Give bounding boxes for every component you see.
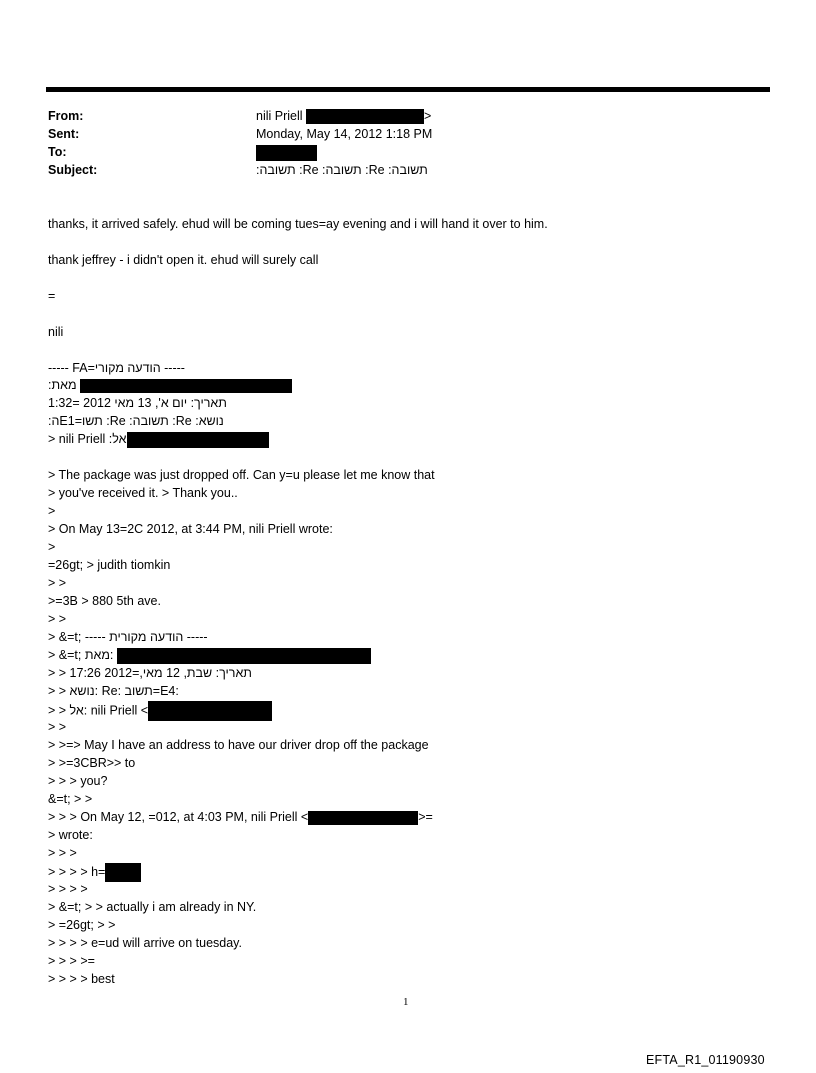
- body-line: =: [48, 289, 56, 303]
- sent-value: Monday, May 14, 2012 1:18 PM: [256, 127, 433, 141]
- quoted-line: [48, 665, 252, 681]
- subject-label: Subject:: [48, 163, 98, 177]
- quoted-line: > > > > best: [48, 972, 115, 986]
- quoted-line: > >=3CBR>> to: [48, 756, 136, 770]
- quoted-line-text: > > אל: nili Priell <: [48, 703, 149, 718]
- quoted-line-text: > > נושא: Re: תשוב=E4:: [48, 684, 179, 698]
- quoted-date: [48, 395, 227, 411]
- quoted-line: > >: [48, 612, 67, 626]
- quoted-line: [48, 683, 179, 699]
- quoted-line: >=3B > 880 5th ave.: [48, 594, 161, 608]
- signature: nili: [48, 325, 64, 339]
- quoted-line: > > > >: [48, 882, 88, 896]
- quoted-line: > >=> May I have an address to have our driver drop off the package: [48, 738, 429, 752]
- quoted-line-text: > &=t; מאת:: [48, 648, 114, 662]
- from-suffix: >: [424, 109, 432, 123]
- redaction-box: [256, 145, 317, 161]
- quoted-date-text: תאריך: יום א', 13 מאי 2012 =1:32: [48, 396, 227, 410]
- quoted-line: > =26gt; > >: [48, 918, 116, 932]
- quoted-line: [48, 863, 141, 882]
- quoted-line: &=t; > >: [48, 792, 93, 806]
- quoted-line: [48, 809, 433, 825]
- quoted-line: =26gt; > judith tiomkin: [48, 558, 171, 572]
- quoted-header-text: ----- הודעה מקורי=FA -----: [48, 361, 185, 375]
- quoted-from: [48, 377, 292, 393]
- from-value: [256, 108, 431, 124]
- quoted-subject: [48, 413, 224, 429]
- redaction-box: [306, 109, 424, 124]
- quoted-to: [48, 431, 269, 448]
- quoted-line: [48, 629, 208, 645]
- quoted-line: > you've received it. > Thank you..: [48, 486, 238, 500]
- quoted-line: > >: [48, 720, 67, 734]
- document-id: EFTA_R1_01190930: [646, 1053, 765, 1067]
- quoted-line: > The package was just dropped off. Can y=u please let me know that: [48, 468, 435, 482]
- quoted-line: >: [48, 504, 56, 518]
- quoted-line: > > > >=: [48, 954, 95, 968]
- quoted-header: [48, 360, 185, 376]
- redaction-box: [127, 432, 269, 448]
- redaction-box: [308, 811, 418, 825]
- quoted-line: > wrote:: [48, 828, 93, 842]
- quoted-to-text: אל: nili Priell <: [48, 432, 127, 446]
- quoted-line: > On May 13=2C 2012, at 3:44 PM, nili Priell wrote:: [48, 522, 333, 536]
- from-label: From:: [48, 109, 84, 123]
- quoted-line-text: > > תאריך: שבת, 12 מאי,=2012 17:26: [48, 666, 252, 680]
- sent-label: Sent:: [48, 127, 80, 141]
- quoted-line-text: > > > On May 12, =012, at 4:03 PM, nili Priell <: [48, 810, 309, 824]
- quoted-line: [48, 701, 272, 721]
- from-name: nili Priell: [256, 109, 303, 123]
- to-label: To:: [48, 145, 67, 159]
- quoted-subject-text: נושא: Re: תשובה: Re: תשו=E1ה:: [48, 414, 224, 428]
- redaction-box: [148, 701, 272, 721]
- redaction-box: [105, 863, 141, 882]
- quoted-line: > > > you?: [48, 774, 108, 788]
- subject-value: תשובה: Re: תשובה: Re: תשובה:: [256, 163, 428, 177]
- to-value: [256, 144, 317, 161]
- quoted-line: > > > > e=ud will arrive on tuesday.: [48, 936, 242, 950]
- redaction-box: [117, 648, 371, 664]
- body-line: thank jeffrey - i didn't open it. ehud will surely call: [48, 253, 319, 267]
- quoted-line: > &=t; > > actually i am already in NY.: [48, 900, 257, 914]
- top-rule: [46, 87, 770, 92]
- body-line: thanks, it arrived safely. ehud will be coming tues=ay evening and i will hand it over to him.: [48, 217, 548, 231]
- quoted-line: [48, 647, 371, 664]
- quoted-line-suffix: >=: [418, 810, 433, 824]
- quoted-line: > > >: [48, 846, 77, 860]
- redaction-box: [80, 379, 292, 393]
- quoted-line-text: > &=t; ----- הודעה מקורית -----: [48, 630, 208, 644]
- quoted-from-label: מאת:: [48, 378, 77, 392]
- quoted-line-text: > > > > h=: [48, 864, 106, 879]
- quoted-line: > >: [48, 576, 67, 590]
- quoted-line: >: [48, 540, 56, 554]
- page-number: 1: [403, 996, 409, 1008]
